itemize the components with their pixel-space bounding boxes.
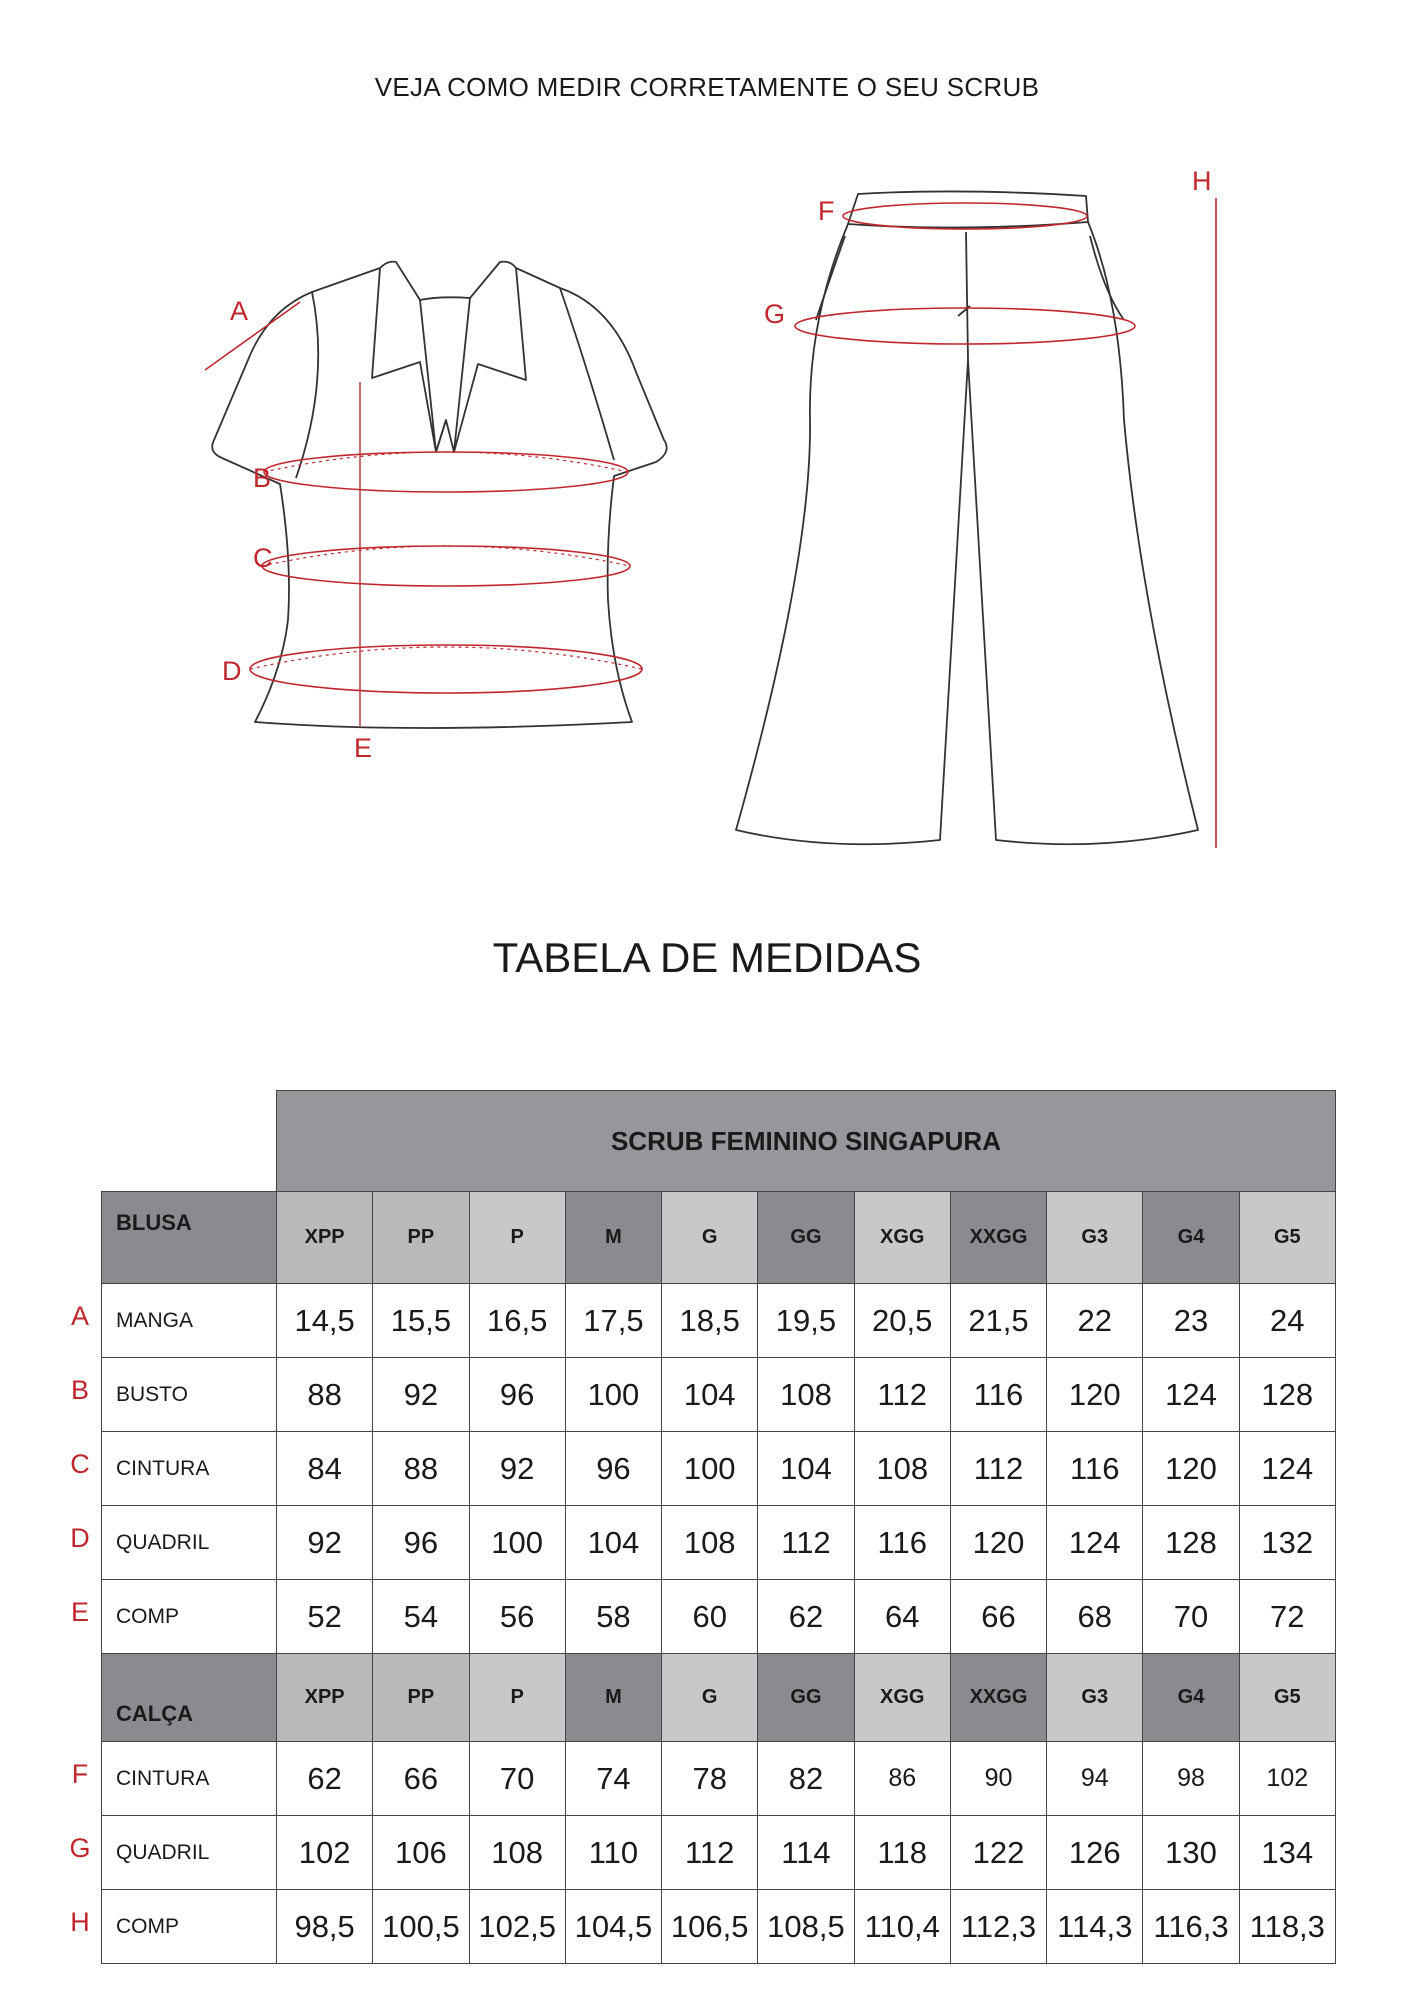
table-cell: 128: [1239, 1358, 1335, 1432]
table-row: [102, 1816, 1336, 1890]
table-cell: 116: [854, 1506, 950, 1580]
table-cell: 15,5: [373, 1284, 469, 1358]
table-cell: 18,5: [662, 1284, 758, 1358]
table-cell: 23: [1143, 1284, 1239, 1358]
size-header-p: P: [469, 1654, 565, 1742]
size-header-xxgg: XXGG: [950, 1192, 1046, 1284]
table-cell: 134: [1239, 1816, 1335, 1890]
row-label: QUADRIL: [102, 1506, 277, 1580]
size-header-m: M: [565, 1192, 661, 1284]
table-cell: 114,3: [1047, 1890, 1143, 1964]
table-cell: 104,5: [565, 1890, 661, 1964]
size-header-pp: PP: [373, 1192, 469, 1284]
table-cell: 58: [565, 1580, 661, 1654]
table-cell: 120: [950, 1506, 1046, 1580]
blusa-section-label: BLUSA: [102, 1192, 277, 1284]
table-cell: 110: [565, 1816, 661, 1890]
table-cell: 110,4: [854, 1890, 950, 1964]
table-cell: 112: [662, 1816, 758, 1890]
table-title: SCRUB FEMININO SINGAPURA: [277, 1091, 1336, 1192]
table-cell: 104: [758, 1432, 854, 1506]
table-cell: 72: [1239, 1580, 1335, 1654]
table-cell: 96: [373, 1506, 469, 1580]
row-label: COMP: [102, 1580, 277, 1654]
table-cell: 132: [1239, 1506, 1335, 1580]
table-cell: 66: [950, 1580, 1046, 1654]
table-cell: 116,3: [1143, 1890, 1239, 1964]
table-cell: 16,5: [469, 1284, 565, 1358]
row-letter-g: G: [69, 1832, 91, 1863]
size-header-xpp: XPP: [277, 1192, 373, 1284]
table-row: [102, 1506, 1336, 1580]
table-cell: 19,5: [758, 1284, 854, 1358]
table-cell: 118: [854, 1816, 950, 1890]
marker-e: E: [354, 733, 373, 763]
blouse-measure-lines: [205, 302, 642, 726]
pants-measure-lines: [795, 198, 1216, 848]
table-cell: 70: [1143, 1580, 1239, 1654]
blouse-drawing: [212, 262, 666, 728]
table-cell: 108: [469, 1816, 565, 1890]
table-row: [102, 1580, 1336, 1654]
table-cell: 116: [1047, 1432, 1143, 1506]
table-cell: 92: [469, 1432, 565, 1506]
table-cell: 122: [950, 1816, 1046, 1890]
size-header-p: P: [469, 1192, 565, 1284]
table-row: [102, 1742, 1336, 1816]
row-letter-h: H: [70, 1906, 90, 1937]
blusa-header-row: [102, 1192, 1336, 1284]
table-cell: 92: [277, 1506, 373, 1580]
size-header-g4: G4: [1143, 1654, 1239, 1742]
row-letter-d: D: [70, 1522, 90, 1553]
size-header-pp: PP: [373, 1654, 469, 1742]
size-table: [101, 1090, 1336, 1964]
table-row: [102, 1432, 1336, 1506]
table-cell: 96: [469, 1358, 565, 1432]
calca-header-row: [102, 1654, 1336, 1742]
size-header-g5: G5: [1239, 1192, 1335, 1284]
marker-b: B: [253, 463, 272, 493]
table-cell: 74: [565, 1742, 661, 1816]
table-cell: 88: [373, 1432, 469, 1506]
table-cell: 120: [1143, 1432, 1239, 1506]
table-cell: 84: [277, 1432, 373, 1506]
table-cell: 100: [662, 1432, 758, 1506]
table-cell: 112: [854, 1358, 950, 1432]
table-cell: 108: [854, 1432, 950, 1506]
marker-f: F: [818, 196, 835, 226]
size-header-g3: G3: [1047, 1654, 1143, 1742]
size-header-xpp: XPP: [277, 1654, 373, 1742]
table-cell: 114: [758, 1816, 854, 1890]
table-cell: 64: [854, 1580, 950, 1654]
table-cell: 22: [1047, 1284, 1143, 1358]
row-letter-a: A: [70, 1300, 89, 1331]
table-cell: 70: [469, 1742, 565, 1816]
table-cell: 130: [1143, 1816, 1239, 1890]
table-cell: 104: [565, 1506, 661, 1580]
row-letter-b: B: [70, 1374, 89, 1405]
table-cell: 102: [277, 1816, 373, 1890]
marker-a: A: [230, 296, 249, 326]
table-cell: 106,5: [662, 1890, 758, 1964]
size-header-g5: G5: [1239, 1654, 1335, 1742]
table-cell: 108,5: [758, 1890, 854, 1964]
row-letter-c: C: [70, 1448, 90, 1479]
table-cell: 126: [1047, 1816, 1143, 1890]
calca-section-label: CALÇA: [102, 1654, 277, 1742]
table-cell: 78: [662, 1742, 758, 1816]
table-cell: 62: [758, 1580, 854, 1654]
size-header-g: G: [662, 1654, 758, 1742]
table-cell: 60: [662, 1580, 758, 1654]
table-cell: 108: [662, 1506, 758, 1580]
table-cell: 104: [662, 1358, 758, 1432]
table-cell: 94: [1047, 1742, 1143, 1816]
page-heading: VEJA COMO MEDIR CORRETAMENTE O SEU SCRUB: [374, 72, 1040, 102]
size-header-xxgg: XXGG: [950, 1654, 1046, 1742]
table-cell: 120: [1047, 1358, 1143, 1432]
table-cell: 112,3: [950, 1890, 1046, 1964]
row-label: CINTURA: [102, 1742, 277, 1816]
table-cell: 124: [1047, 1506, 1143, 1580]
row-label: CINTURA: [102, 1432, 277, 1506]
row-letter-f: F: [71, 1758, 89, 1789]
table-cell: 108: [758, 1358, 854, 1432]
table-row: [102, 1358, 1336, 1432]
table-cell: 56: [469, 1580, 565, 1654]
table-cell: 20,5: [854, 1284, 950, 1358]
table-cell: 17,5: [565, 1284, 661, 1358]
table-cell: 54: [373, 1580, 469, 1654]
size-header-gg: GG: [758, 1192, 854, 1284]
size-header-m: M: [565, 1654, 661, 1742]
table-cell: 112: [950, 1432, 1046, 1506]
measurement-diagram: [0, 0, 1414, 900]
table-cell: 100,5: [373, 1890, 469, 1964]
marker-h: H: [1192, 166, 1212, 196]
size-header-xgg: XGG: [854, 1192, 950, 1284]
table-cell: 90: [950, 1742, 1046, 1816]
table-cell: 102,5: [469, 1890, 565, 1964]
row-label: BUSTO: [102, 1358, 277, 1432]
table-heading: TABELA DE MEDIDAS: [492, 934, 922, 981]
table-cell: 88: [277, 1358, 373, 1432]
marker-d: D: [222, 656, 242, 686]
row-label: QUADRIL: [102, 1816, 277, 1890]
table-cell: 68: [1047, 1580, 1143, 1654]
table-cell: 14,5: [277, 1284, 373, 1358]
table-cell: 100: [469, 1506, 565, 1580]
table-cell: 102: [1239, 1742, 1335, 1816]
table-cell: 52: [277, 1580, 373, 1654]
size-header-gg: GG: [758, 1654, 854, 1742]
table-corner: [102, 1091, 277, 1192]
table-cell: 98,5: [277, 1890, 373, 1964]
size-header-g3: G3: [1047, 1192, 1143, 1284]
table-cell: 24: [1239, 1284, 1335, 1358]
size-header-g4: G4: [1143, 1192, 1239, 1284]
table-cell: 21,5: [950, 1284, 1046, 1358]
table-row: [102, 1890, 1336, 1964]
table-cell: 66: [373, 1742, 469, 1816]
table-cell: 106: [373, 1816, 469, 1890]
table-cell: 116: [950, 1358, 1046, 1432]
marker-g: G: [764, 299, 786, 329]
table-cell: 98: [1143, 1742, 1239, 1816]
row-letter-e: E: [70, 1596, 89, 1627]
table-cell: 86: [854, 1742, 950, 1816]
table-cell: 112: [758, 1506, 854, 1580]
row-label: COMP: [102, 1890, 277, 1964]
size-header-xgg: XGG: [854, 1654, 950, 1742]
table-cell: 96: [565, 1432, 661, 1506]
table-cell: 62: [277, 1742, 373, 1816]
row-label: MANGA: [102, 1284, 277, 1358]
table-cell: 118,3: [1239, 1890, 1335, 1964]
marker-c: C: [253, 543, 273, 573]
table-cell: 124: [1143, 1358, 1239, 1432]
pants-drawing: [736, 191, 1198, 844]
table-cell: 92: [373, 1358, 469, 1432]
table-cell: 124: [1239, 1432, 1335, 1506]
table-cell: 100: [565, 1358, 661, 1432]
table-row: [102, 1284, 1336, 1358]
table-cell: 82: [758, 1742, 854, 1816]
size-header-g: G: [662, 1192, 758, 1284]
table-cell: 128: [1143, 1506, 1239, 1580]
